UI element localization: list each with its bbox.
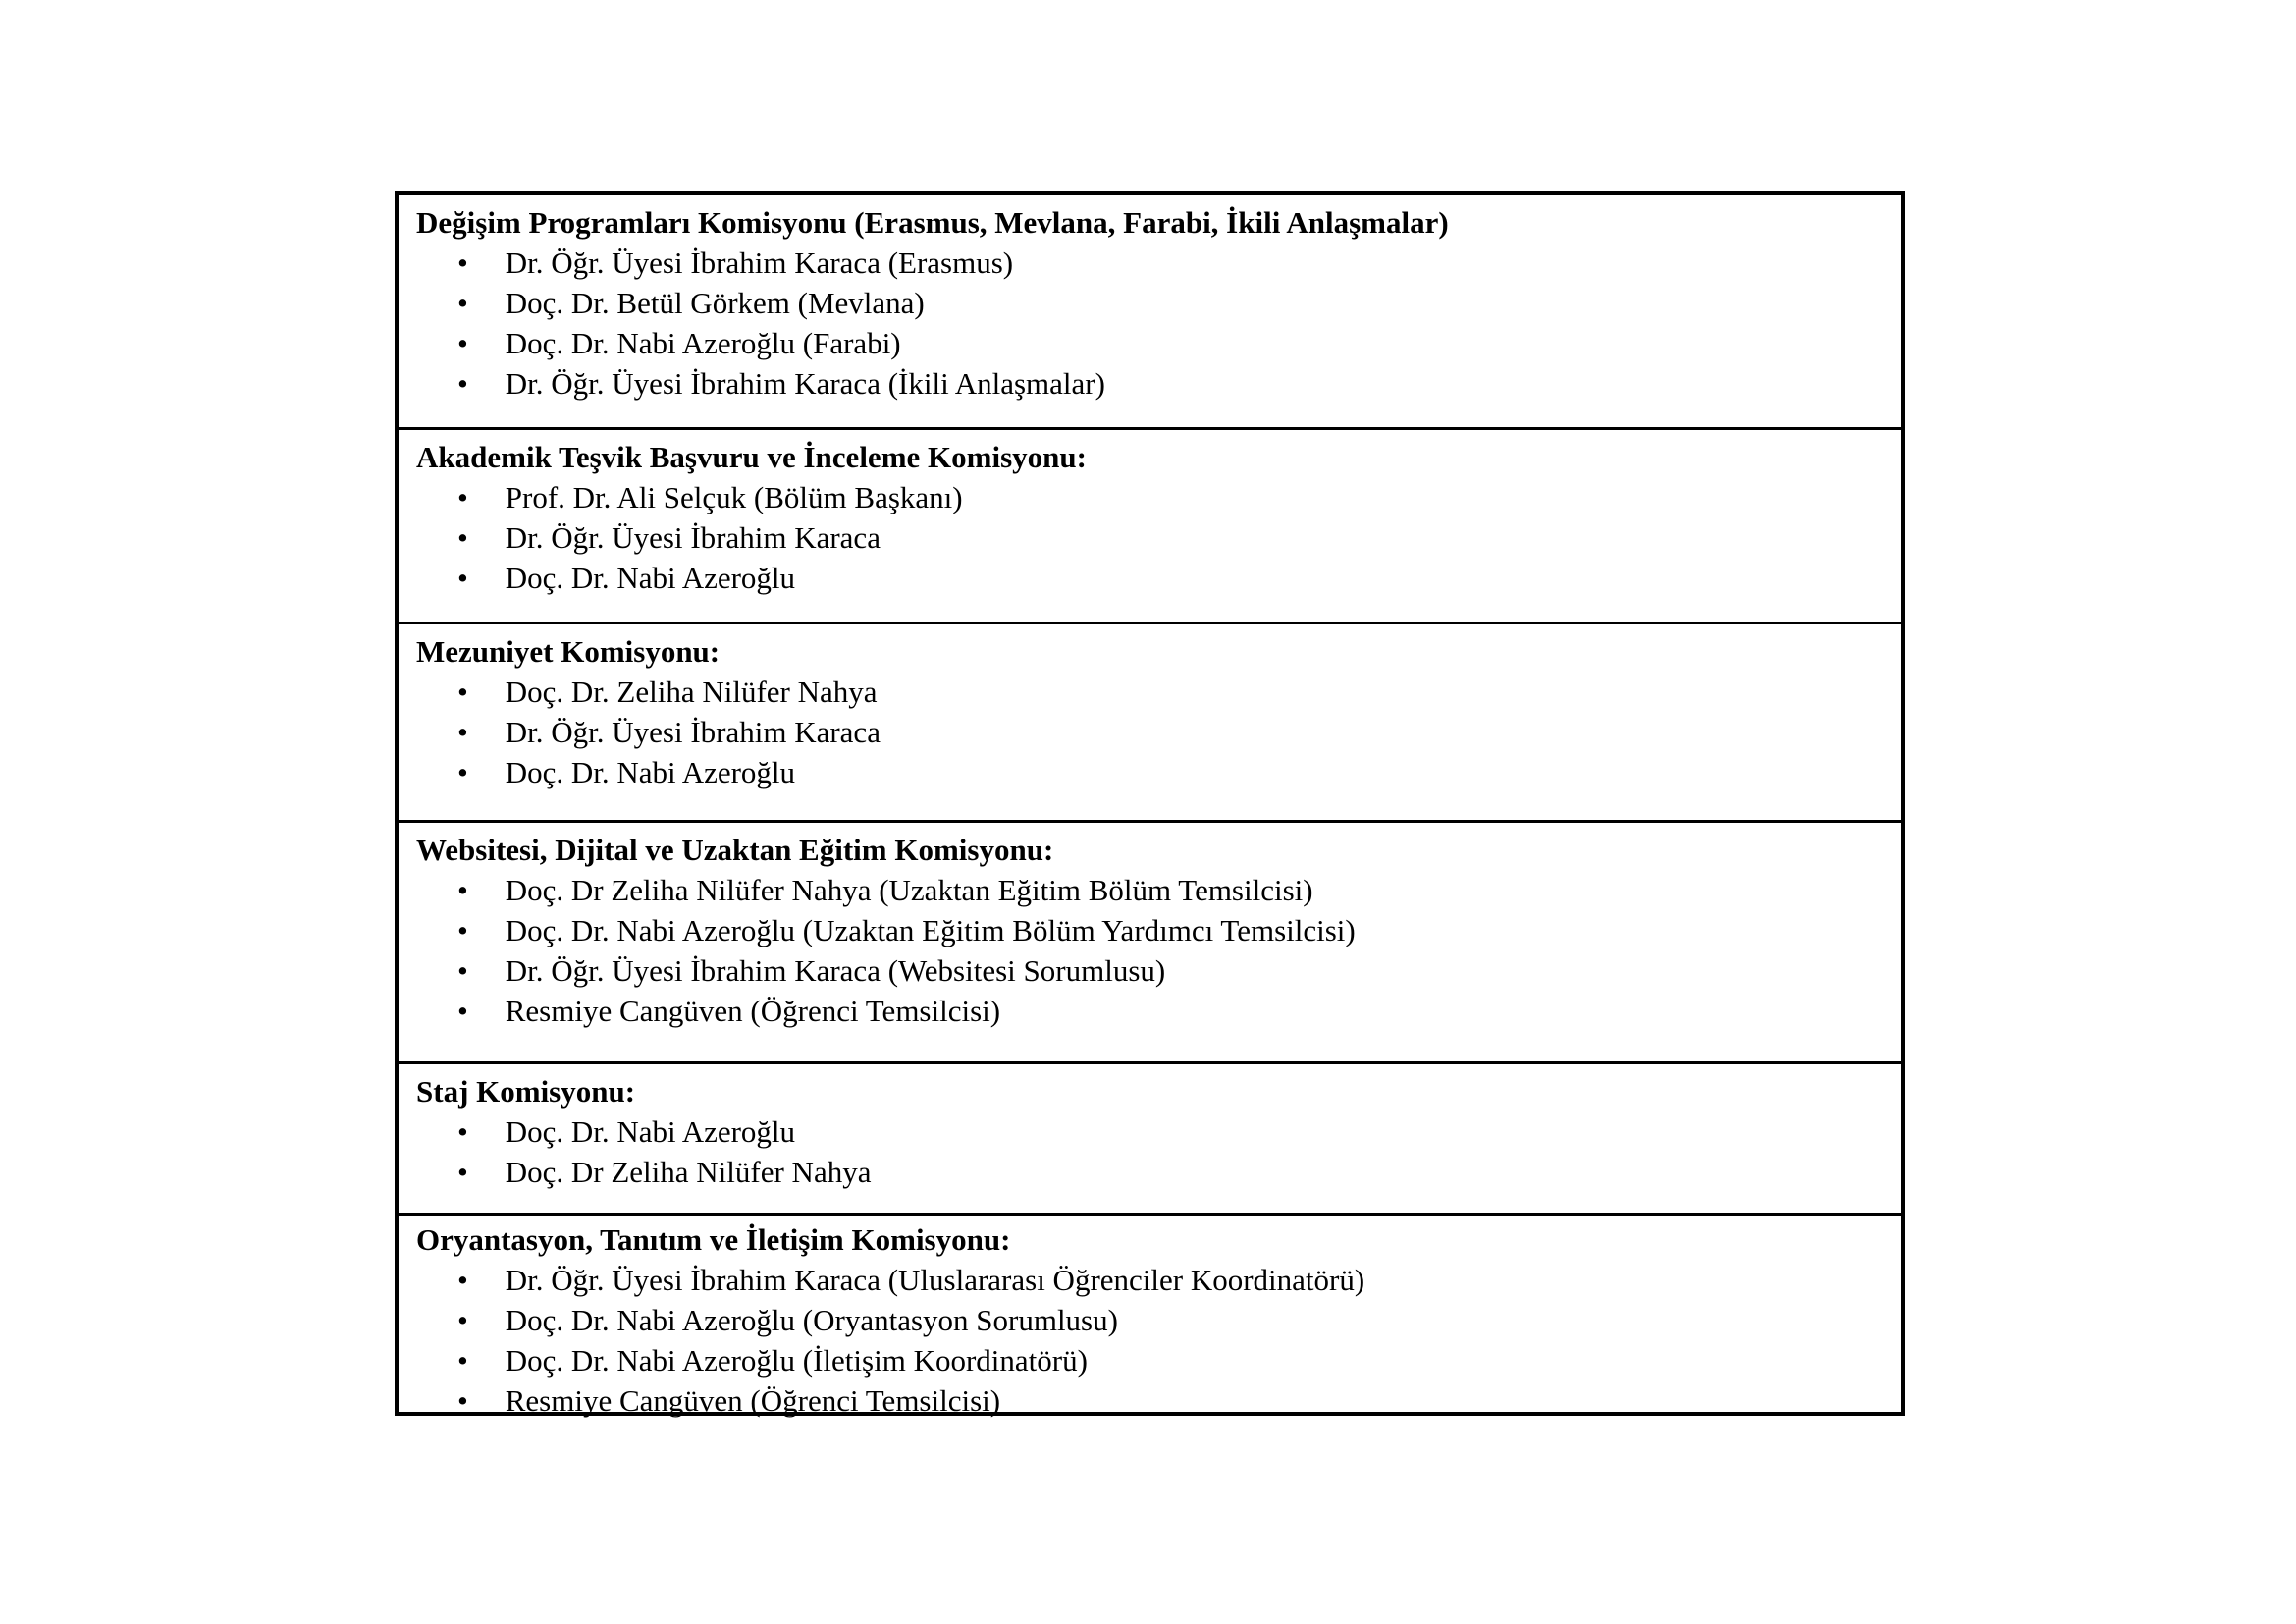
bullet-icon: • — [457, 1383, 468, 1418]
committee-title: Mezuniyet Komisyonu: — [416, 634, 721, 669]
bullet-icon: • — [457, 561, 468, 595]
member-name: Dr. Öğr. Üyesi İbrahim Karaca (Erasmus) — [505, 245, 1014, 280]
member-name: Doç. Dr. Nabi Azeroğlu (Oryantasyon Sorumlusu) — [505, 1303, 1118, 1337]
member-name: Doç. Dr. Nabi Azeroğlu — [505, 1114, 796, 1149]
bullet-icon: • — [457, 245, 468, 280]
committee-title: Değişim Programları Komisyonu (Erasmus, Mevlana, Farabi, İkili Anlaşmalar) — [416, 205, 1449, 240]
member-name: Doç. Dr. Zeliha Nilüfer Nahya — [505, 675, 878, 709]
committee-title: Oryantasyon, Tanıtım ve İletişim Komisyonu: — [416, 1222, 1011, 1257]
member-item — [399, 477, 1901, 517]
member-item — [399, 323, 1901, 363]
member-item — [399, 243, 1901, 283]
member-item — [399, 558, 1901, 598]
member-name: Dr. Öğr. Üyesi İbrahim Karaca (Uluslararası Öğrenciler Koordinatörü) — [505, 1263, 1365, 1297]
member-name: Resmiye Cangüven (Öğrenci Temsilcisi) — [505, 1383, 1001, 1418]
member-item — [399, 1260, 1901, 1300]
member-item — [399, 950, 1901, 991]
bullet-icon: • — [457, 994, 468, 1028]
committee-section — [399, 195, 1901, 427]
bullet-icon: • — [457, 286, 468, 320]
member-name: Doç. Dr. Nabi Azeroğlu (Farabi) — [505, 326, 901, 360]
member-name: Doç. Dr Zeliha Nilüfer Nahya (Uzaktan Eğitim Bölüm Temsilcisi) — [505, 873, 1313, 907]
committee-title: Staj Komisyonu: — [416, 1074, 636, 1109]
bullet-icon: • — [457, 366, 468, 401]
committee-table — [395, 191, 1905, 1416]
bullet-icon: • — [457, 1114, 468, 1149]
member-item — [399, 712, 1901, 752]
member-name: Dr. Öğr. Üyesi İbrahim Karaca (İkili Anlaşmalar) — [505, 366, 1105, 401]
member-name: Doç. Dr. Nabi Azeroğlu — [505, 561, 796, 595]
member-item — [399, 991, 1901, 1031]
bullet-icon: • — [457, 873, 468, 907]
committee-section — [399, 427, 1901, 622]
member-name: Dr. Öğr. Üyesi İbrahim Karaca (Websitesi Sorumlusu) — [505, 953, 1166, 988]
bullet-icon: • — [457, 520, 468, 555]
member-name: Doç. Dr Zeliha Nilüfer Nahya — [505, 1155, 872, 1189]
committee-section — [399, 1061, 1901, 1213]
committee-title: Akademik Teşvik Başvuru ve İnceleme Komisyonu: — [416, 440, 1087, 474]
bullet-icon: • — [457, 1303, 468, 1337]
bullet-icon: • — [457, 953, 468, 988]
bullet-icon: • — [457, 326, 468, 360]
member-item — [399, 1380, 1901, 1421]
member-name: Doç. Dr. Nabi Azeroğlu (Uzaktan Eğitim Bölüm Yardımcı Temsilcisi) — [505, 913, 1356, 947]
bullet-icon: • — [457, 1343, 468, 1378]
member-name: Doç. Dr. Nabi Azeroğlu (İletişim Koordinatörü) — [505, 1343, 1088, 1378]
member-name: Doç. Dr. Nabi Azeroğlu — [505, 755, 796, 789]
member-item — [399, 283, 1901, 323]
member-item — [399, 1111, 1901, 1152]
member-item — [399, 517, 1901, 558]
member-name: Doç. Dr. Betül Görkem (Mevlana) — [505, 286, 925, 320]
member-item — [399, 1152, 1901, 1192]
member-name: Dr. Öğr. Üyesi İbrahim Karaca — [505, 715, 881, 749]
member-name: Resmiye Cangüven (Öğrenci Temsilcisi) — [505, 994, 1001, 1028]
member-name: Dr. Öğr. Üyesi İbrahim Karaca — [505, 520, 881, 555]
member-item — [399, 910, 1901, 950]
member-item — [399, 752, 1901, 792]
bullet-icon: • — [457, 675, 468, 709]
member-item — [399, 1340, 1901, 1380]
bullet-icon: • — [457, 1263, 468, 1297]
member-item — [399, 1300, 1901, 1340]
member-item — [399, 870, 1901, 910]
committee-section — [399, 820, 1901, 1061]
member-item — [399, 363, 1901, 404]
committee-title: Websitesi, Dijital ve Uzaktan Eğitim Komisyonu: — [416, 833, 1054, 867]
bullet-icon: • — [457, 755, 468, 789]
committee-section — [399, 1213, 1901, 1418]
bullet-icon: • — [457, 480, 468, 514]
bullet-icon: • — [457, 913, 468, 947]
bullet-icon: • — [457, 715, 468, 749]
member-item — [399, 672, 1901, 712]
bullet-icon: • — [457, 1155, 468, 1189]
committee-section — [399, 622, 1901, 820]
member-name: Prof. Dr. Ali Selçuk (Bölüm Başkanı) — [505, 480, 963, 514]
